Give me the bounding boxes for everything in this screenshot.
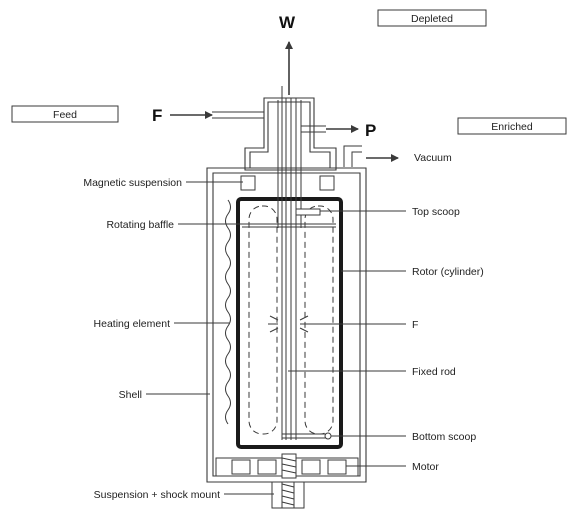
feed-burst <box>268 316 310 332</box>
f-letter: F <box>152 106 163 125</box>
motor-label: Motor <box>412 461 439 473</box>
rotor-label: Rotor (cylinder) <box>412 266 484 278</box>
vacuum-pipe <box>344 146 362 167</box>
feed-box <box>12 106 118 122</box>
rotating-baffle <box>242 224 336 227</box>
depleted-label: Depleted <box>410 13 454 25</box>
feed-label: Feed <box>53 109 77 121</box>
depleted-box <box>378 10 486 26</box>
suspension-mount-label: Suspension + shock mount <box>93 489 220 501</box>
bottom-scoop-label: Bottom scoop <box>412 431 477 443</box>
heating-element <box>226 200 231 424</box>
magnetic-suspension <box>241 176 334 190</box>
f-inner-label: F <box>412 319 419 331</box>
top-scoop-label: Top scoop <box>412 206 460 218</box>
bottom-scoop-shape <box>282 433 331 439</box>
vacuum-label: Vacuum <box>414 152 452 164</box>
magnetic-suspension-label: Magnetic suspension <box>83 177 182 189</box>
rotating-baffle-label: Rotating baffle <box>106 219 174 231</box>
enriched-box <box>458 118 566 134</box>
w-letter: W <box>279 13 296 32</box>
enriched-label: Enriched <box>491 121 533 133</box>
rotor-cylinder <box>238 199 341 447</box>
shock-mount <box>272 482 304 508</box>
heating-element-label: Heating element <box>93 318 170 330</box>
fixed-rod-label: Fixed rod <box>412 366 456 378</box>
p-letter: P <box>365 121 377 140</box>
motor-assembly <box>216 454 358 478</box>
shell-label: Shell <box>118 389 142 401</box>
top-scoop-shape <box>296 209 320 215</box>
